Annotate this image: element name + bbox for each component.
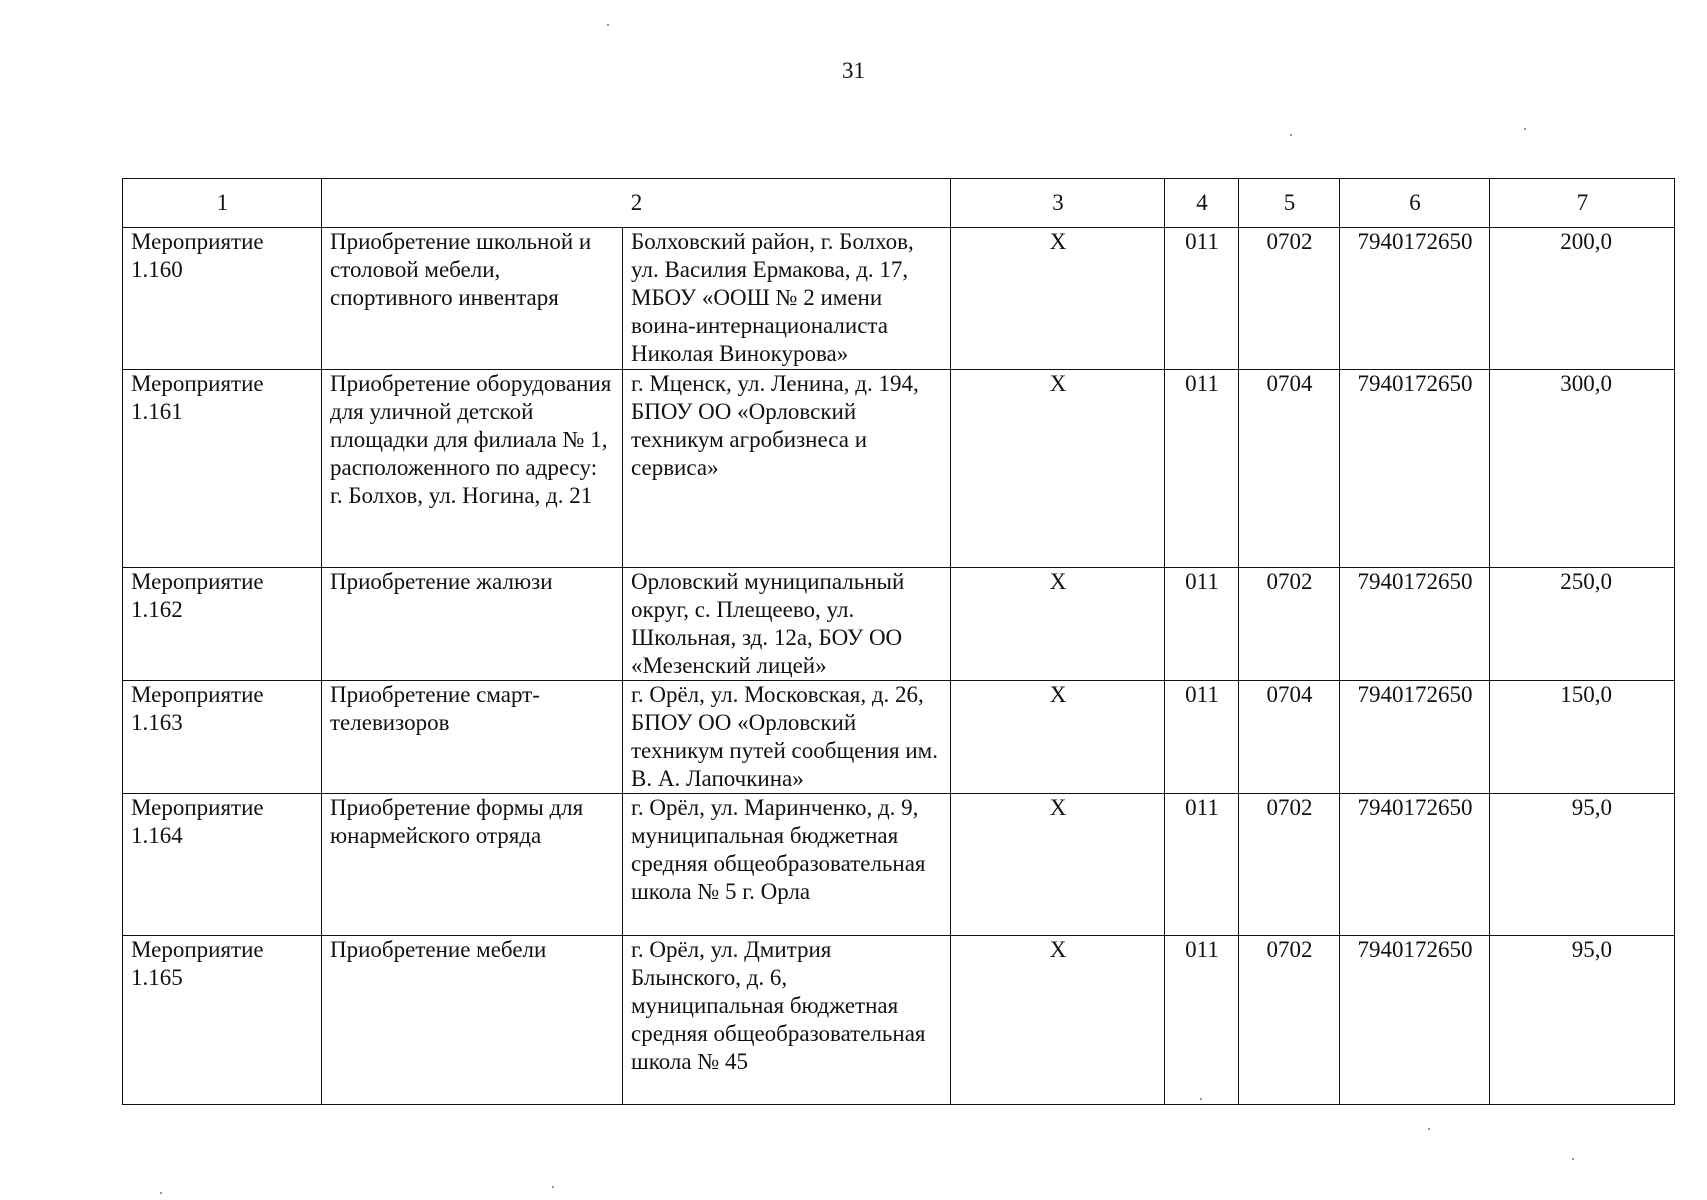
scan-speck [1428, 1128, 1430, 1130]
event-cell: Мероприятие 1.162 [123, 568, 322, 681]
address-cell: Болховский район, г. Болхов, ул. Василия Ермакова, д. 17, МБОУ «ООШ № 2 имени воина-интернационалиста Николая Винокурова» [623, 228, 951, 370]
col3-cell: Х [951, 228, 1165, 370]
header-cell: 1 [123, 179, 322, 228]
event-cell: Мероприятие 1.163 [123, 681, 322, 794]
col5-cell: 0704 [1239, 681, 1340, 794]
address-cell: г. Мценск, ул. Ленина, д. 194, БПОУ ОО «Орловский техникум агробизнеса и сервиса» [623, 370, 951, 568]
scan-speck [1200, 1098, 1202, 1100]
table-row [123, 228, 1675, 370]
address-cell: Орловский муниципальный округ, с. Плещеево, ул. Школьная, зд. 12а, БОУ ОО «Мезенский лицей» [623, 568, 951, 681]
col6-cell: 7940172650 [1340, 228, 1490, 370]
budget-table [122, 178, 1675, 1105]
col4-cell: 011 [1165, 568, 1239, 681]
scan-speck [1290, 134, 1292, 136]
col6-cell: 7940172650 [1340, 568, 1490, 681]
description-cell: Приобретение мебели [322, 936, 623, 1105]
col4-cell: 011 [1165, 681, 1239, 794]
col5-cell: 0702 [1239, 568, 1340, 681]
col7-cell: 150,0 [1490, 681, 1675, 794]
header-cell: 6 [1340, 179, 1490, 228]
address-cell: г. Орёл, ул. Московская, д. 26, БПОУ ОО «Орловский техникум путей сообщения им. В. А. Лапочкина» [623, 681, 951, 794]
col3-cell: Х [951, 794, 1165, 936]
col6-cell: 7940172650 [1340, 681, 1490, 794]
col5-cell: 0702 [1239, 228, 1340, 370]
header-cell: 3 [951, 179, 1165, 228]
header-row [123, 179, 1675, 228]
event-cell: Мероприятие 1.165 [123, 936, 322, 1105]
header-cell: 4 [1165, 179, 1239, 228]
col6-cell: 7940172650 [1340, 370, 1490, 568]
col5-cell: 0702 [1239, 794, 1340, 936]
col3-cell: Х [951, 936, 1165, 1105]
header-cell: 2 [322, 179, 951, 228]
description-cell: Приобретение жалюзи [322, 568, 623, 681]
col3-cell: Х [951, 681, 1165, 794]
event-cell: Мероприятие 1.160 [123, 228, 322, 370]
event-cell: Мероприятие 1.164 [123, 794, 322, 936]
col3-cell: Х [951, 370, 1165, 568]
col7-cell: 95,0 [1490, 794, 1675, 936]
description-cell: Приобретение школьной и столовой мебели, спортивного инвентаря [322, 228, 623, 370]
col7-cell: 200,0 [1490, 228, 1675, 370]
scan-speck [552, 1186, 554, 1188]
description-cell: Приобретение оборудования для уличной детской площадки для филиала № 1, расположенного по адресу: г. Болхов, ул. Ногина, д. 21 [322, 370, 623, 568]
col4-cell: 011 [1165, 936, 1239, 1105]
col4-cell: 011 [1165, 370, 1239, 568]
header-cell: 7 [1490, 179, 1675, 228]
table-row [123, 568, 1675, 681]
col4-cell: 011 [1165, 228, 1239, 370]
col4-cell: 011 [1165, 794, 1239, 936]
address-cell: г. Орёл, ул. Маринченко, д. 9, муниципальная бюджетная средняя общеобразовательная школа № 5 г. Орла [623, 794, 951, 936]
page-number: 31 [842, 58, 865, 83]
col6-cell: 7940172650 [1340, 936, 1490, 1105]
table-row [123, 936, 1675, 1105]
table-row [123, 370, 1675, 568]
col5-cell: 0704 [1239, 370, 1340, 568]
col7-cell: 300,0 [1490, 370, 1675, 568]
table-row [123, 794, 1675, 936]
description-cell: Приобретение формы для юнармейского отряда [322, 794, 623, 936]
col7-cell: 95,0 [1490, 936, 1675, 1105]
header-cell: 5 [1239, 179, 1340, 228]
table-row [123, 681, 1675, 794]
col7-cell: 250,0 [1490, 568, 1675, 681]
scan-speck [1524, 128, 1526, 130]
description-cell: Приобретение смарт-телевизоров [322, 681, 623, 794]
col3-cell: Х [951, 568, 1165, 681]
event-cell: Мероприятие 1.161 [123, 370, 322, 568]
col5-cell: 0702 [1239, 936, 1340, 1105]
scan-speck [607, 24, 609, 26]
col6-cell: 7940172650 [1340, 794, 1490, 936]
scan-speck [1572, 1158, 1574, 1160]
address-cell: г. Орёл, ул. Дмитрия Блынского, д. 6, муниципальная бюджетная средняя общеобразовательная школа № 45 [623, 936, 951, 1105]
scan-speck [160, 1192, 162, 1194]
